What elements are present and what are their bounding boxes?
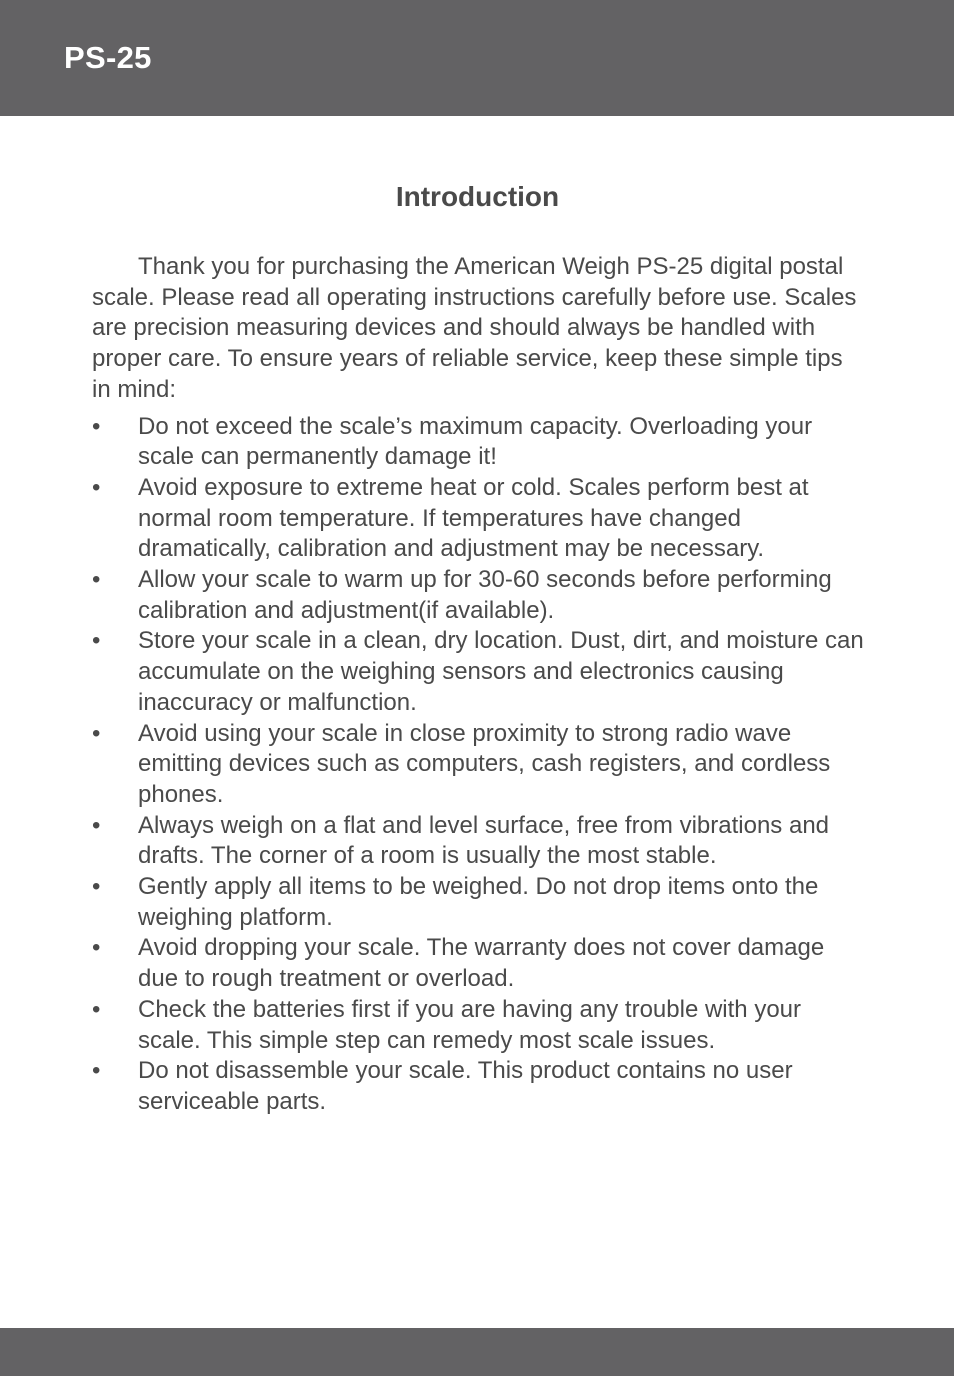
bullet-icon: • <box>92 1057 101 1085</box>
tip-text: Check the batteries first if you are having any trouble with your scale. This simple step can remedy most scale issues. <box>138 995 801 1054</box>
tip-item <box>92 565 867 626</box>
bullet-icon: • <box>92 873 101 901</box>
tip-item <box>92 933 867 994</box>
intro-paragraph: Thank you for purchasing the American Weigh PS-25 digital postal scale. Please read all operating instructions carefully before use. Scales are precision measuring devices and should always be handled with proper care. To ensure years of reliable service, keep these simple tips in mind: <box>92 253 857 403</box>
header-bar <box>0 0 954 116</box>
tip-text: Always weigh on a flat and level surface, free from vibrations and drafts. The corner of a room is usually the most stable. <box>138 811 830 870</box>
tip-text: Avoid using your scale in close proximity to strong radio wave emitting devices such as computers, cash registers, and cordless phones. <box>138 719 831 808</box>
bullet-icon: • <box>92 412 101 440</box>
footer-bar <box>0 1328 954 1376</box>
bullet-icon: • <box>92 995 101 1023</box>
tip-item <box>92 473 867 565</box>
tip-text: Allow your scale to warm up for 30-60 seconds before performing calibration and adjustment(if available). <box>138 566 832 624</box>
tip-text: Store your scale in a clean, dry location. Dust, dirt, and moisture can accumulate on the weighing sensors and electronics causing inaccuracy or malfunction. <box>138 627 864 716</box>
tip-item <box>92 995 867 1056</box>
bullet-icon: • <box>92 719 101 747</box>
bullet-icon: • <box>92 473 101 501</box>
tips-list <box>92 412 867 1118</box>
tip-item <box>92 872 867 933</box>
page-content <box>92 176 867 1118</box>
tip-text: Avoid dropping your scale. The warranty does not cover damage due to rough treatment or overload. <box>138 934 825 993</box>
tip-item <box>92 811 867 872</box>
tip-text: Avoid exposure to extreme heat or cold. Scales perform best at normal room temperature. If temperatures have changed dramatically, calibration and adjustment may be necessary. <box>138 473 809 563</box>
tip-item <box>92 412 867 473</box>
bullet-icon: • <box>92 627 101 655</box>
section-title: Introduction <box>395 181 560 212</box>
tip-text: Do not disassemble your scale. This product contains no user serviceable parts. <box>138 1057 793 1115</box>
bullet-icon: • <box>92 934 101 962</box>
tip-text: Gently apply all items to be weighed. Do not drop items onto the weighing platform. <box>138 873 819 931</box>
tip-item <box>92 626 867 718</box>
tip-item <box>92 1056 867 1117</box>
bullet-icon: • <box>92 566 101 594</box>
model-label: PS-25 <box>64 40 152 75</box>
bullet-icon: • <box>92 811 101 839</box>
tip-text: Do not exceed the scale’s maximum capacity. Overloading your scale can permanently damage it! <box>138 412 813 471</box>
tip-item <box>92 719 867 811</box>
